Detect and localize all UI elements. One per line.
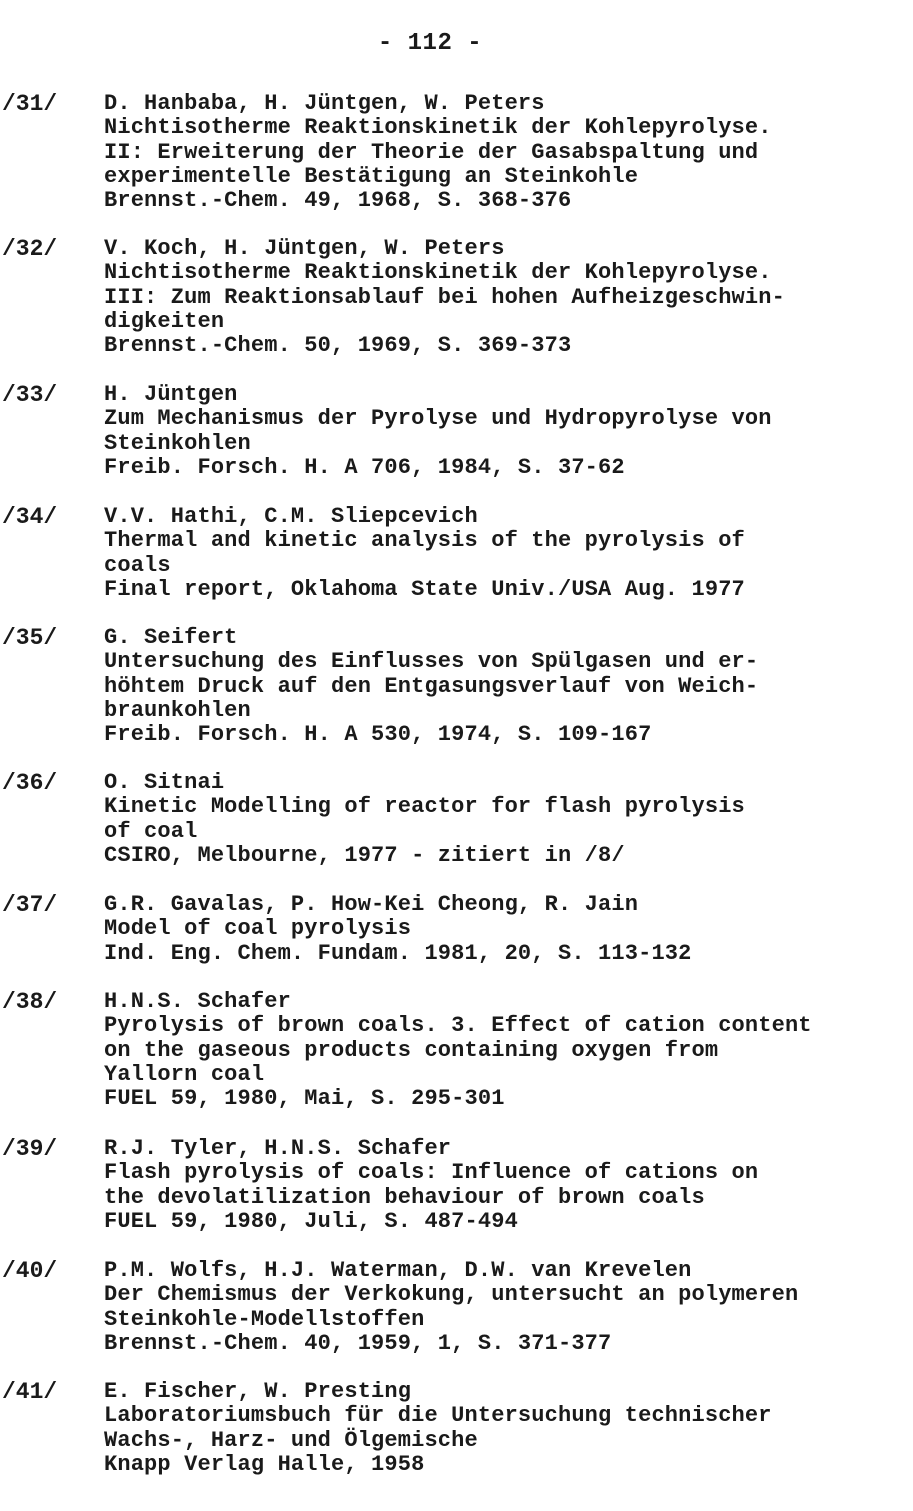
reference-source: FUEL 59, 1980, Juli, S. 487-494 xyxy=(104,1208,518,1234)
reference-line: digkeiten xyxy=(104,308,225,334)
reference-number: /38/ xyxy=(2,989,58,1015)
reference-body xyxy=(104,1259,909,1356)
reference-number: /41/ xyxy=(2,1379,58,1405)
reference-line: Pyrolysis of brown coals. 3. Effect of cation content xyxy=(104,1013,812,1039)
reference-source: Freib. Forsch. H. A 706, 1984, S. 37-62 xyxy=(104,454,625,480)
reference-number: /33/ xyxy=(2,382,58,408)
reference-number: /31/ xyxy=(2,91,58,117)
reference-line: Flash pyrolysis of coals: Influence of cations on xyxy=(104,1160,759,1186)
reference-authors: G.R. Gavalas, P. How-Kei Cheong, R. Jain xyxy=(104,892,639,917)
reference-authors: E. Fischer, W. Presting xyxy=(104,1379,412,1404)
reference-authors: G. Seifert xyxy=(104,625,238,650)
reference-number: /39/ xyxy=(2,1136,58,1162)
reference-body xyxy=(104,893,909,966)
reference-line: Yallorn coal xyxy=(104,1061,265,1087)
reference-line: Steinkohle-Modellstoffen xyxy=(104,1306,425,1332)
reference-line: of coal xyxy=(104,818,198,844)
reference-body xyxy=(104,92,909,213)
reference-number: /35/ xyxy=(2,625,58,651)
reference-line: Nichtisotherme Reaktionskinetik der Kohlepyrolyse. xyxy=(104,260,772,286)
reference-body xyxy=(104,383,909,480)
reference-number: /34/ xyxy=(2,504,58,530)
reference-line: Wachs-, Harz- und Ölgemische xyxy=(104,1427,478,1453)
reference-source: Final report, Oklahoma State Univ./USA Aug. 1977 xyxy=(104,576,745,602)
reference-line: Model of coal pyrolysis xyxy=(104,916,412,942)
reference-line: II: Erweiterung der Theorie der Gasabspaltung und xyxy=(104,139,759,165)
reference-number: /36/ xyxy=(2,770,58,796)
reference-line: Laboratoriumsbuch für die Untersuchung technischer xyxy=(104,1403,772,1429)
reference-authors: D. Hanbaba, H. Jüntgen, W. Peters xyxy=(104,91,545,116)
reference-line: the devolatilization behaviour of brown coals xyxy=(104,1184,705,1210)
reference-line: Der Chemismus der Verkokung, untersucht an polymeren xyxy=(104,1282,799,1308)
reference-body xyxy=(104,237,909,358)
reference-line: Thermal and kinetic analysis of the pyrolysis of xyxy=(104,528,745,554)
reference-authors: V. Koch, H. Jüntgen, W. Peters xyxy=(104,236,505,261)
reference-source: Brennst.-Chem. 40, 1959, 1, S. 371-377 xyxy=(104,1330,612,1356)
reference-body xyxy=(104,990,909,1111)
reference-authors: H. Jüntgen xyxy=(104,382,238,407)
reference-number: /40/ xyxy=(2,1258,58,1284)
page-number: - 112 - xyxy=(377,30,483,57)
reference-source: Brennst.-Chem. 49, 1968, S. 368-376 xyxy=(104,188,572,214)
reference-authors: H.N.S. Schafer xyxy=(104,989,291,1014)
reference-source: Freib. Forsch. H. A 530, 1974, S. 109-167 xyxy=(104,722,652,748)
reference-source: FUEL 59, 1980, Mai, S. 295-301 xyxy=(104,1086,505,1112)
reference-source: Knapp Verlag Halle, 1958 xyxy=(104,1451,425,1477)
reference-line: Untersuchung des Einflusses von Spülgasen und er- xyxy=(104,649,759,675)
reference-body xyxy=(104,771,909,868)
reference-line: braunkohlen xyxy=(104,697,251,723)
reference-authors: V.V. Hathi, C.M. Sliepcevich xyxy=(104,504,478,529)
reference-authors: P.M. Wolfs, H.J. Waterman, D.W. van Krevelen xyxy=(104,1258,692,1283)
reference-line: coals xyxy=(104,552,171,578)
reference-line: höhtem Druck auf den Entgasungsverlauf von Weich- xyxy=(104,673,759,699)
reference-line: Zum Mechanismus der Pyrolyse und Hydropyrolyse von xyxy=(104,406,772,432)
reference-authors: R.J. Tyler, H.N.S. Schafer xyxy=(104,1136,452,1161)
reference-source: Brennst.-Chem. 50, 1969, S. 369-373 xyxy=(104,333,572,359)
reference-line: experimentelle Bestätigung an Steinkohle xyxy=(104,163,639,189)
reference-number: /37/ xyxy=(2,892,58,918)
reference-source: CSIRO, Melbourne, 1977 - zitiert in /8/ xyxy=(104,842,625,868)
reference-line: on the gaseous products containing oxygen from xyxy=(104,1037,719,1063)
reference-line: Steinkohlen xyxy=(104,430,251,456)
reference-body xyxy=(104,1137,909,1234)
reference-body xyxy=(104,505,909,602)
reference-source: Ind. Eng. Chem. Fundam. 1981, 20, S. 113-132 xyxy=(104,940,692,966)
reference-number: /32/ xyxy=(2,236,58,262)
reference-line: Nichtisotherme Reaktionskinetik der Kohlepyrolyse. xyxy=(104,115,772,141)
reference-body xyxy=(104,626,909,747)
reference-authors: O. Sitnai xyxy=(104,770,225,795)
reference-line: Kinetic Modelling of reactor for flash pyrolysis xyxy=(104,794,745,820)
reference-line: III: Zum Reaktionsablauf bei hohen Aufheizgeschwin- xyxy=(104,284,785,310)
reference-body xyxy=(104,1380,909,1477)
